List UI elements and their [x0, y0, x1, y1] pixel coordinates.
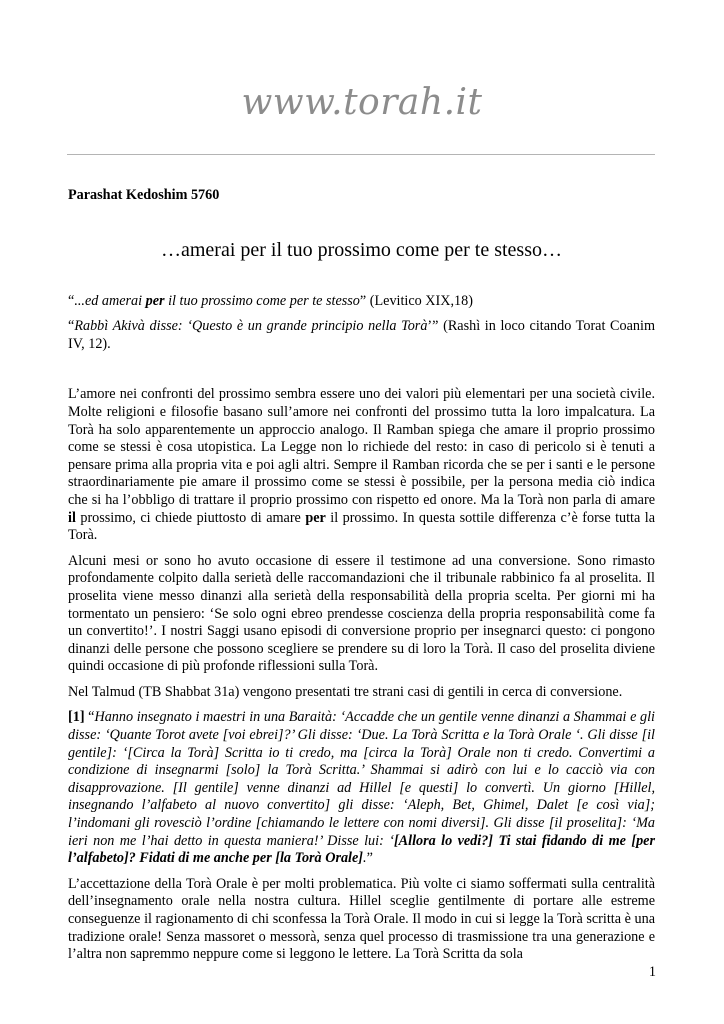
- paragraph-5: L’accettazione della Torà Orale è per molti problematica. Più volte ci siamo soffermati sulla centralità dell’insegnamento orale nella nostra cultura. Hillel sceglie gentilmente di portare alle estreme conseguenze il ragionamento di chi sconfessa la Torà Orale. Il modo in cui si legge la Torà scritta è una tradizione orale! Senza massoret o messorà, senza quel processo di trasmissione tra una generazione e l’altra non sapremmo neppure come si leggono le lettere. La Torà Scritta da sola: [68, 875, 655, 963]
- emphasis-per: per: [305, 509, 326, 526]
- talmud-tail: .: [363, 850, 367, 867]
- paragraph-text: prossimo, ci chiede piuttosto di amare: [75, 509, 306, 526]
- paragraph-3: Nel Talmud (TB Shabbat 31a) vengono presentati tre strani casi di gentili in cerca di conversione.: [68, 683, 623, 700]
- quote-open: “: [68, 292, 75, 309]
- talmud-text: Hanno insegnato i maestri in una Baraità: ‘Accadde che un gentile venne dinanzi a Shammai e gli disse: ‘Quante Torot avete [voi ebrei]?’ Gli disse: ‘Due. La Torà Scritta e la Torà Orale ‘. Gli disse [il gentile]: ‘[Circa la Torà] Scritta io ti credo, ma [circa la Torà] Orale non ti credo. Convertimi a condizione di insegnarmi [solo] la Torà Scritta.’ Shammai si adirò con lui e lo cacciò via con disapprovazione. [Il gentile] venne dinanzi ad Hillel [e questi] lo convertì. Un giorno [Hillel, insegnando l’alfabeto al nuovo convertito] gli disse: ‘Aleph, Bet, Ghimel, Dalet [e così via]; l’indomani gli rovesciò l’ordine [chiamando le lettere con nomi diversi]. Gli disse [il proselita]: ‘Ma ieri non me l’hai detto in questa maniera!’ Disse lui: ‘: [68, 709, 655, 849]
- quote-close: ”: [359, 292, 367, 309]
- citation-number: [1]: [68, 709, 85, 726]
- quote-emphasis: per: [145, 292, 165, 309]
- parasha-heading: Parashat Kedoshim 5760: [68, 187, 220, 203]
- quote-leviticus: [68, 293, 655, 311]
- talmud-emphasis: [Allora lo vedi?] Ti stai fidando di me [per l’alfabeto]? Fidati di me anche per [la Torà Orale]: [68, 832, 655, 867]
- document-title: …amerai per il tuo prossimo come per te stesso…: [160, 238, 562, 261]
- header-divider: [67, 154, 655, 155]
- quote-text: Rabbì Akivà disse: ‘Questo è un grande principio nella Torà: [74, 318, 428, 335]
- page-number: 1: [648, 964, 656, 980]
- paragraph-text: il prossimo. In questa sottile differenza c’è forse tutta la Torà.: [68, 509, 655, 544]
- paragraph-2: Alcuni mesi or sono ho avuto occasione di essere il testimone ad una conversione. Sono rimasto profondamente colpito dalla serietà delle raccomandazioni che il tribunale rabbinico fa al proselita. Il proselita viene messo dinanzi alla serietà della responsabilità della propria scelta. Per giorni mi ha tormentato un pensiero: ‘Se solo ogni ebreo prendesse coscienza della propria responsabilità come fa un convertito!’. I nostri Saggi usano episodi di conversione proprio per insegnarci questo: ci pongono dinanzi delle persone che possono scegliere se prendere su di loro la Torà. Il caso del proselita diviene quindi occasione di più profonde riflessioni sulla Torà.: [68, 552, 655, 675]
- document-body: [68, 187, 655, 964]
- quote-open: “: [68, 318, 75, 335]
- site-header-logo: www.torah.it: [241, 82, 483, 123]
- quote-open: “: [84, 709, 95, 726]
- paragraph-1: [68, 386, 655, 544]
- paragraph-text: L’amore nei confronti del prossimo sembra essere uno dei valori più elementari per una società civile. Molte religioni e filosofie basano sull’amore nei confronti del prossimo tutta la loro impalcatura. La Torà ha solo apparentemente un approccio analogo. Il Ramban spiega che amare il proprio prossimo come se stessi è cosa utopistica. La Legge non lo richiede del resto: in caso di pericolo si è tenuti a pensare prima alla propria vita e poi agli altri. Sempre il Ramban ricorda che se per i santi e le persone straordinariamente pie amare il prossimo come se stessi è possibile, per la persona media ciò indica che si ha l’obbligo di trattare il proprio prossimo con rispetto ed onore. Ma la Torà non parla di amare: [68, 386, 655, 508]
- quote-rashi: [68, 318, 655, 353]
- emphasis-il: il: [68, 509, 76, 526]
- quote-text-2: il tuo prossimo come per te stesso: [164, 292, 360, 309]
- quote-close: ’”: [427, 318, 439, 335]
- quote-reference: (Levitico XIX,18): [366, 292, 473, 309]
- quote-close: ”: [366, 850, 373, 867]
- paragraph-4-talmud-quote: [68, 709, 655, 867]
- quote-reference: (Rashì in loco citando Torat Coanim IV, 12).: [68, 318, 655, 352]
- quote-text-1: ...ed amerai: [74, 292, 146, 309]
